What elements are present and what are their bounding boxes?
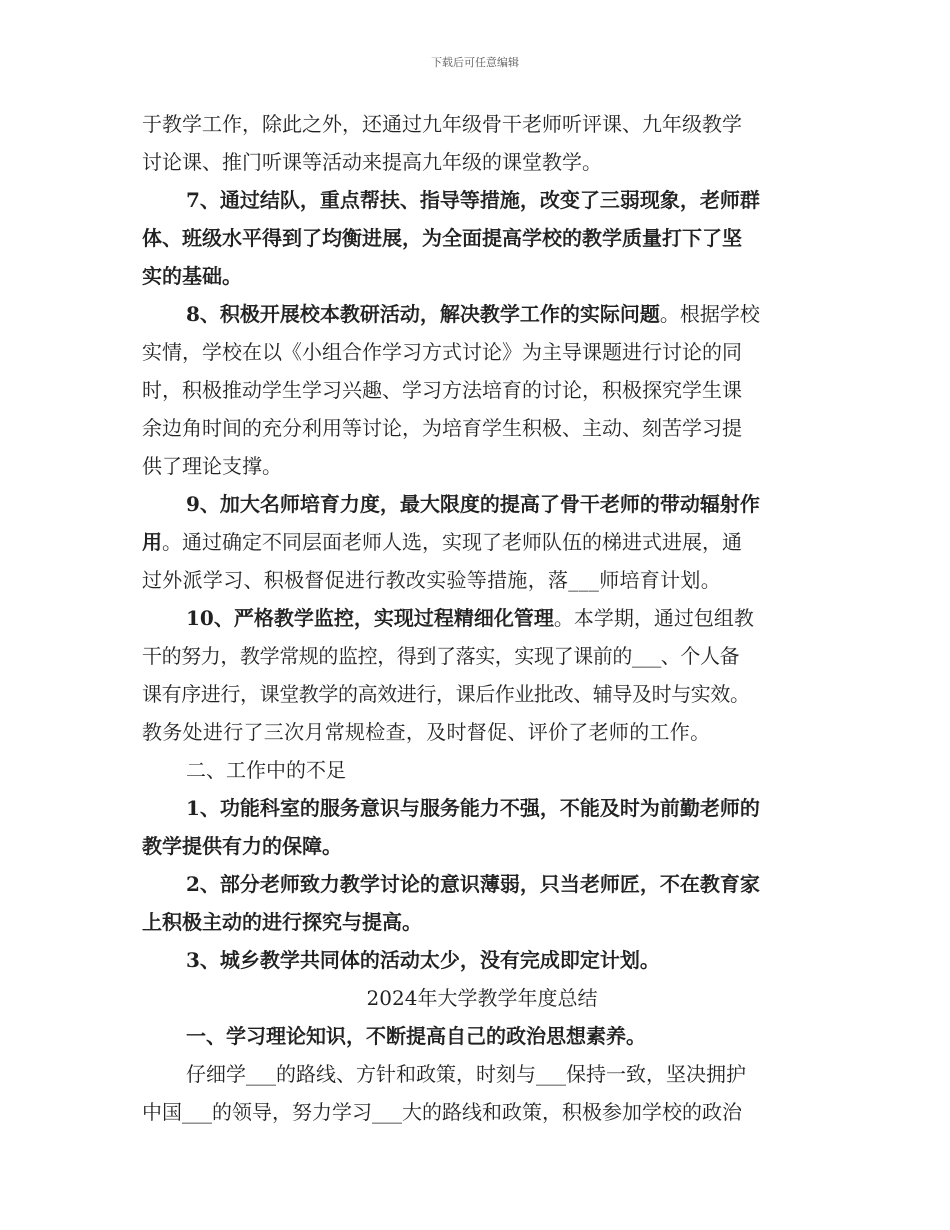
text-segment: 7、通过结队，重点帮扶、指导等措施，改变了三弱现象，老师群 [186,188,760,212]
text-line [142,409,822,447]
text-line [142,181,822,219]
text-line [142,295,822,333]
text-line [142,865,822,903]
text-segment: 教务处进行了三次月常规检查，及时督促、评价了老师的工作。 [142,720,711,744]
text-segment: 过外派学习、积极督促进行教改实验等措施，落___师培育计划。 [142,568,721,592]
text-segment: 8、积极开展校本教研活动，解决教学工作的实际问题 [186,302,660,326]
text-segment: 10、严格教学监控，实现过程精细化管理 [186,606,554,630]
text-line [142,941,822,979]
text-line [142,789,822,827]
text-line [142,561,822,599]
text-line [142,827,822,865]
text-segment: 时，积极推动学生学习兴趣、学习方法培育的讨论，积极探究学生课 [142,378,742,402]
text-line [142,1055,822,1093]
text-line [142,485,822,523]
text-segment: 2、部分老师致力教学讨论的意识薄弱，只当老师匠，不在教育家 [186,872,760,896]
text-line [142,257,822,295]
text-line [142,333,822,371]
text-line [142,599,822,637]
text-segment: 教学提供有力的保障。 [142,834,342,858]
text-segment: 。通过确定不同层面老师人选，实现了老师队伍的梯进式进展，通 [162,530,742,554]
text-line [142,1017,822,1055]
document-title [142,979,822,1017]
document-body [142,105,822,1131]
text-line [142,523,822,561]
text-line [142,447,822,485]
section-heading: 一、学习理论知识，不断提高自己的政治思想素养。 [186,1024,646,1048]
text-segment: 3、城乡教学共同体的活动太少，没有完成即定计划。 [186,948,660,972]
text-segment: 1、功能科室的服务意识与服务能力不强，不能及时为前勤老师的 [186,796,760,820]
text-segment: 供了理论支撑。 [142,454,282,478]
text-segment: 。根据学校 [659,302,760,326]
title-text: 2024年大学教学年度总结 [366,986,598,1010]
text-segment: 课有序进行，课堂教学的高效进行，课后作业批改、辅导及时与实效。 [142,682,750,706]
text-line [142,637,822,675]
text-segment: 用 [142,530,162,554]
text-line [142,713,822,751]
text-line [142,751,822,789]
text-segment: 上积极主动的进行探究与提高。 [142,910,422,934]
text-line [142,675,822,713]
text-line [142,219,822,257]
text-segment: 体、班级水平得到了均衡进展，为全面提高学校的教学质量打下了坚 [142,226,742,250]
text-line [142,903,822,941]
page-header: 下载后可任意编辑 [431,56,519,69]
section-heading: 二、工作中的不足 [186,758,346,782]
text-segment: 。本学期，通过包组教 [553,606,754,630]
text-segment: 9、加大名师培育力度，最大限度的提高了骨干老师的带动辐射作 [186,492,760,516]
text-segment: 仔细学___的路线、方针和政策，时刻与___保持一致，坚决拥护 [186,1062,746,1086]
text-segment: 干的努力，教学常规的监控，得到了落实，实现了课前的___、个人备 [142,644,740,668]
text-line [142,1093,822,1131]
text-segment: 中国___的领导，努力学习___大的路线和政策，积极参加学校的政治 [142,1100,742,1124]
text-line [142,143,822,181]
text-segment: 讨论课、推门听课等活动来提高九年级的课堂教学。 [142,150,602,174]
text-segment: 实的基础。 [142,264,242,288]
text-line [142,371,822,409]
text-segment: 实情，学校在以《小组合作学习方式讨论》为主导课题进行讨论的同 [142,340,742,364]
text-segment: 余边角时间的充分利用等讨论，为培育学生积极、主动、刻苦学习提 [142,416,742,440]
text-segment: 于教学工作，除此之外，还通过九年级骨干老师听评课、九年级教学 [142,112,742,136]
text-line [142,105,822,143]
